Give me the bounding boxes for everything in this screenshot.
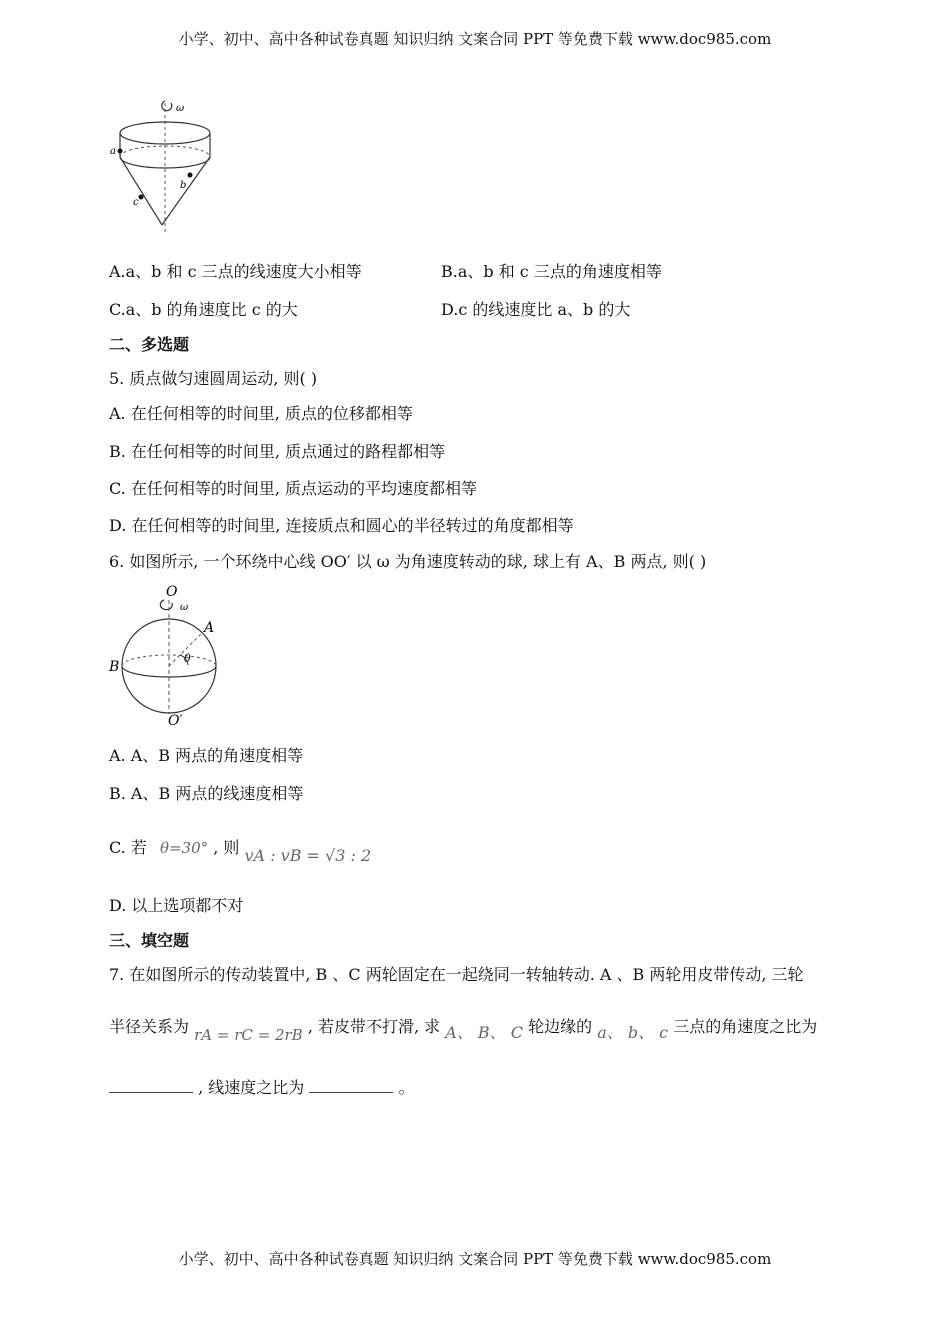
- page-header: 小学、初中、高中各种试卷真题 知识归纳 文案合同 PPT 等免费下载 www.doc985.com: [178, 30, 772, 48]
- q6-option-d: D. 以上选项都不对: [109, 896, 244, 915]
- q7-line2-suffix: 三点的角速度之比为: [673, 1017, 818, 1036]
- label-A: A: [204, 620, 215, 636]
- label-omega: ω: [180, 602, 189, 613]
- q6-option-a: A. A、B 两点的角速度相等: [109, 746, 304, 765]
- q7-points: a、 b、 c: [597, 1023, 669, 1042]
- section-multiple-choice: 二、多选题: [109, 335, 190, 354]
- q7-wheels: A、 B、 C: [445, 1023, 523, 1042]
- q4-option-a: A.a、b 和 c 三点的线速度大小相等: [109, 262, 362, 281]
- section-fill-blank: 三、填空题: [109, 931, 190, 950]
- label-a: a: [110, 146, 116, 157]
- angular-ratio-blank[interactable]: [109, 1078, 193, 1093]
- q4-option-b: B.a、b 和 c 三点的角速度相等: [441, 262, 662, 281]
- q6-option-c-prefix: C. 若: [109, 838, 147, 857]
- q7-line2-mid: , 若皮带不打滑, 求: [307, 1017, 441, 1036]
- q6-option-c: [109, 838, 372, 865]
- q6-stem: 6. 如图所示, 一个环绕中心线 OO′ 以 ω 为角速度转动的球, 球上有 A、B 两点, 则( ): [109, 552, 707, 571]
- page-footer: 小学、初中、高中各种试卷真题 知识归纳 文案合同 PPT 等免费下载 www.doc985.com: [178, 1250, 772, 1268]
- q4-option-c: C.a、b 的角速度比 c 的大: [109, 300, 298, 319]
- q7-line2-prefix: 半径关系为: [109, 1017, 190, 1036]
- figure-sphere: [106, 582, 226, 730]
- linear-ratio-blank[interactable]: [309, 1078, 393, 1093]
- q6-option-c-theta: θ=30°: [159, 839, 209, 857]
- q7-line3-end: 。: [398, 1078, 415, 1097]
- q6-option-b: B. A、B 两点的线速度相等: [109, 784, 304, 803]
- q7-line2: [109, 1017, 818, 1044]
- label-B: B: [109, 659, 120, 675]
- label-theta: θ: [184, 652, 191, 665]
- point-b: [188, 173, 193, 178]
- q5-option-b: B. 在任何相等的时间里, 质点通过的路程都相等: [109, 442, 446, 461]
- q6-option-c-formula: vA : vB = √3 : 2: [244, 846, 372, 865]
- q7-line3-mid: , 线速度之比为: [198, 1078, 305, 1097]
- q5-stem: 5. 质点做匀速圆周运动, 则( ): [109, 369, 318, 388]
- q7-line3: [109, 1078, 414, 1098]
- q7-radius-formula: rA = rC = 2rB: [194, 1026, 303, 1044]
- q6-option-c-mid: , 则: [213, 838, 240, 857]
- label-c: c: [133, 197, 139, 208]
- label-Oprime: O′: [168, 713, 183, 729]
- label-b: b: [180, 180, 187, 191]
- figure-cone: [108, 95, 228, 245]
- q5-option-a: A. 在任何相等的时间里, 质点的位移都相等: [109, 404, 413, 423]
- label-O: O: [166, 584, 178, 600]
- point-c: [139, 195, 144, 200]
- q7-line2-mid2: 轮边缘的: [528, 1017, 593, 1036]
- q5-option-d: D. 在任何相等的时间里, 连接质点和圆心的半径转过的角度都相等: [109, 516, 574, 535]
- q7-line1: 7. 在如图所示的传动装置中, B 、C 两轮固定在一起绕同一转轴转动. A 、B 两轮用皮带传动, 三轮: [109, 965, 804, 984]
- point-a: [118, 149, 123, 154]
- q5-option-c: C. 在任何相等的时间里, 质点运动的平均速度都相等: [109, 479, 478, 498]
- q4-option-d: D.c 的线速度比 a、b 的大: [441, 300, 631, 319]
- omega-label: ω: [176, 103, 185, 114]
